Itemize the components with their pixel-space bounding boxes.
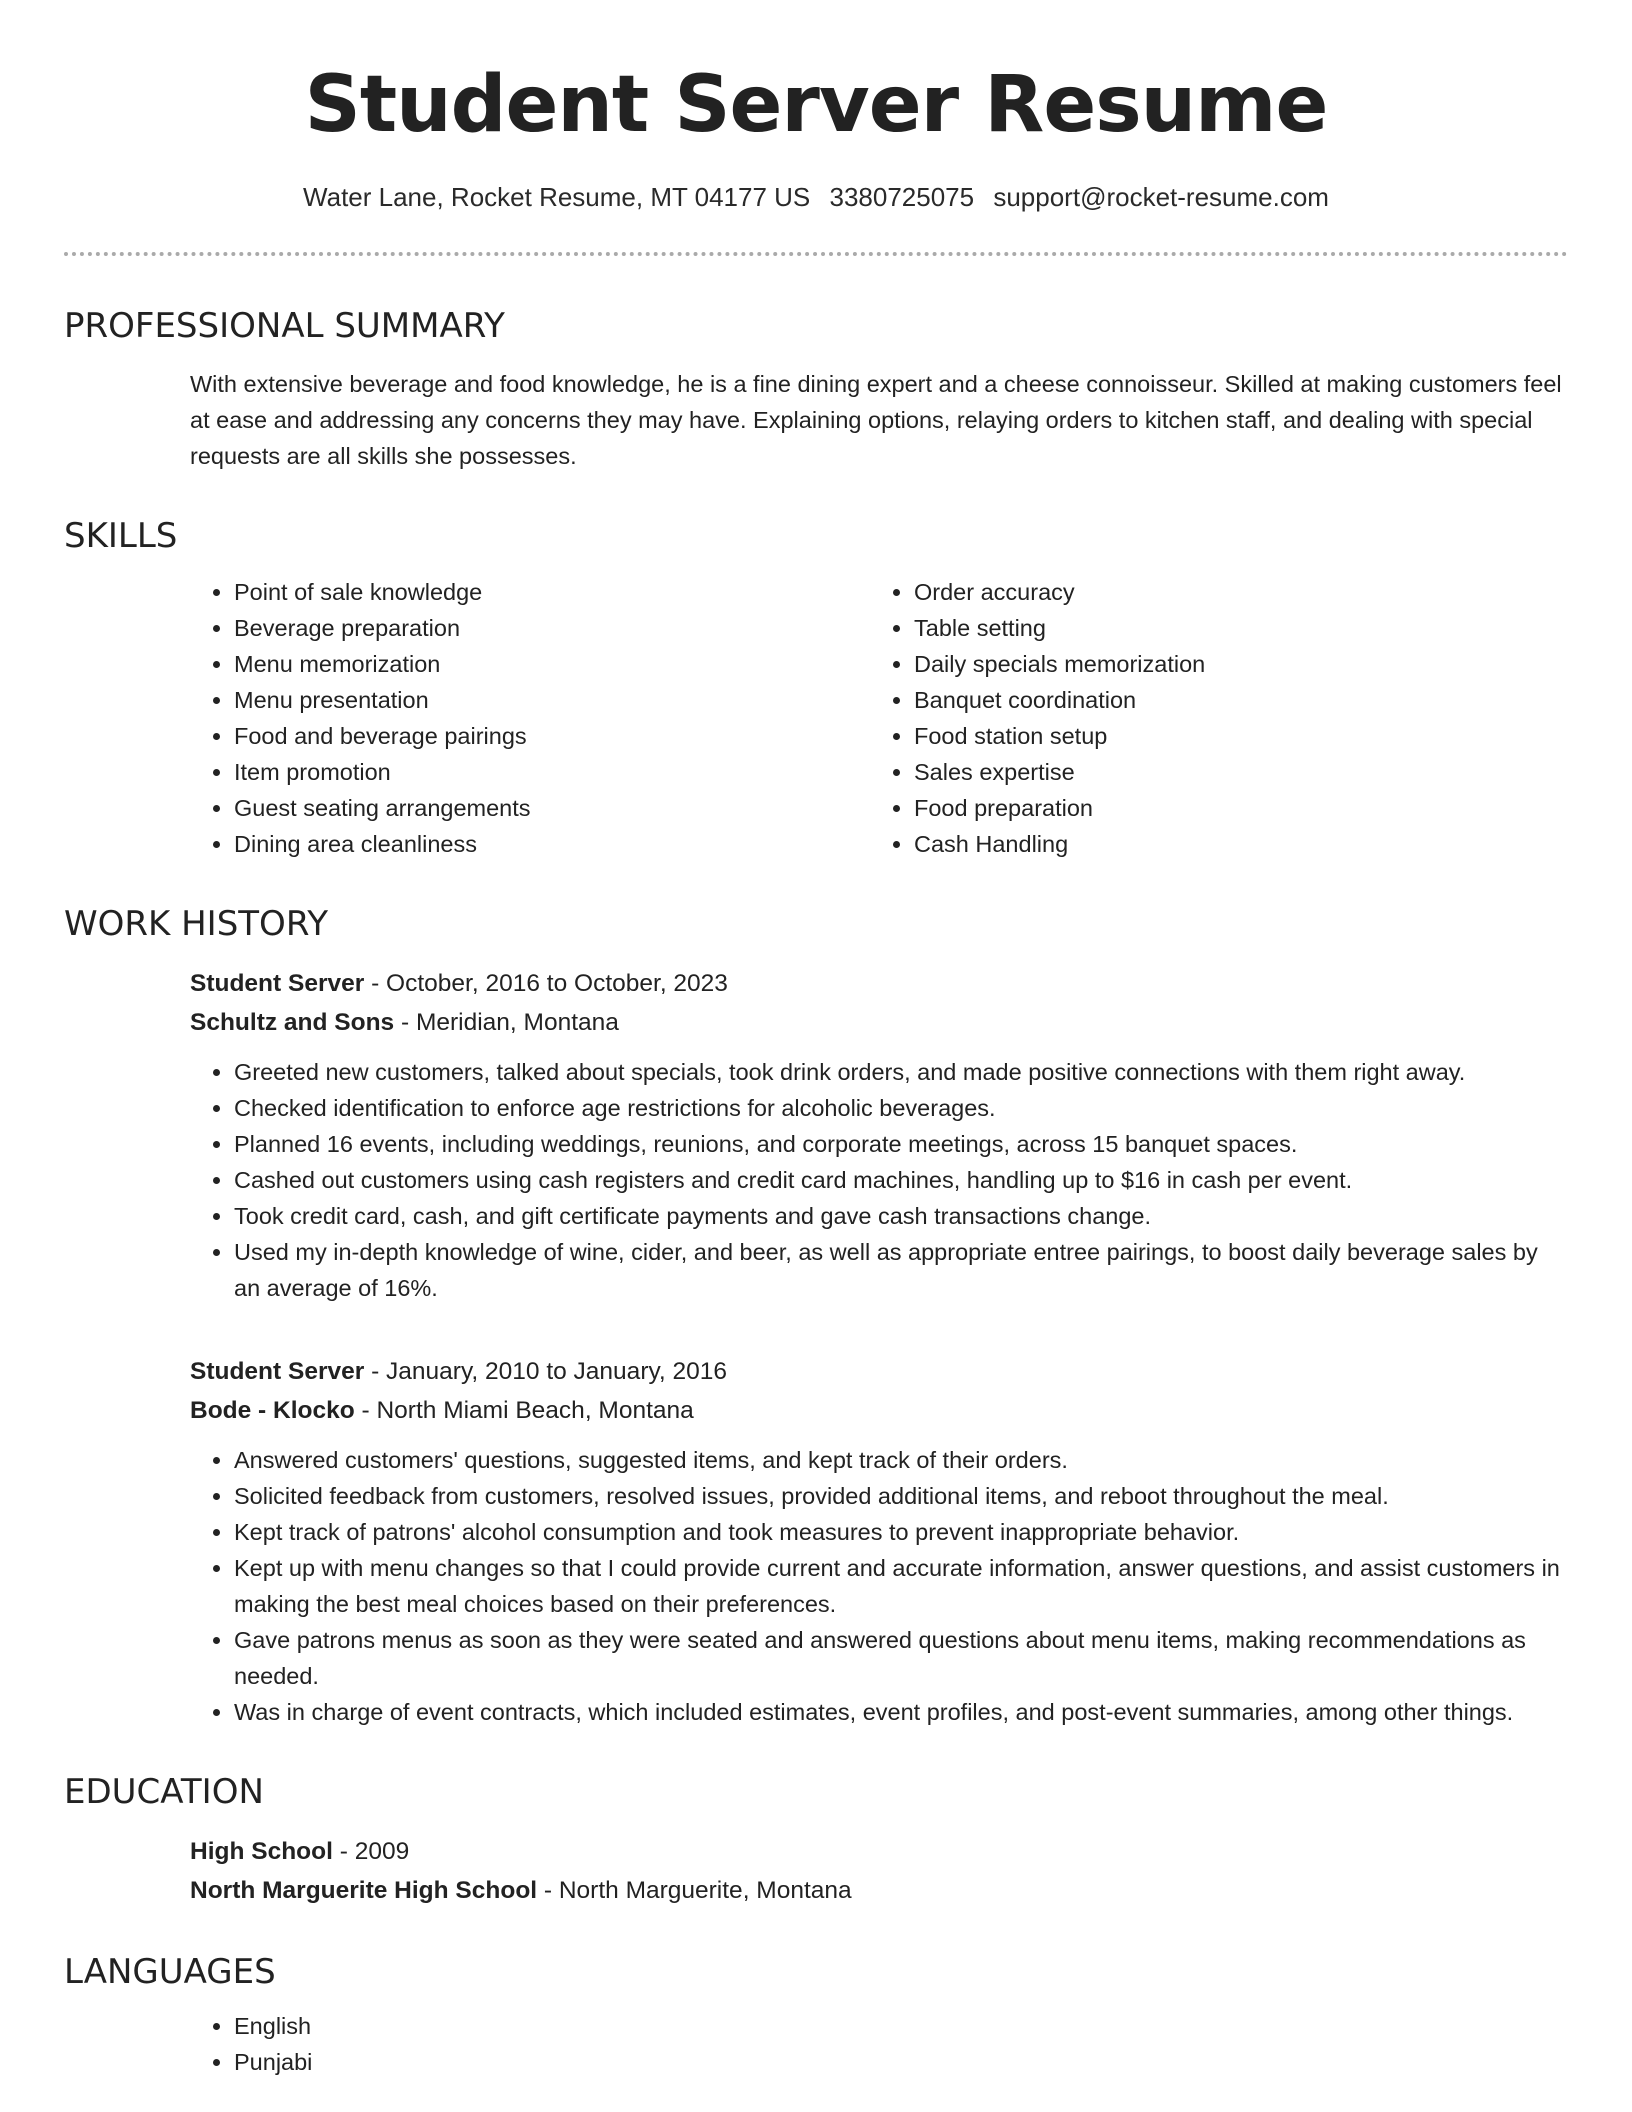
- job-bullet: • Greeted new customers, talked about specials, took drink orders, and made positive connections with them right away.: [234, 1054, 1568, 1090]
- skill-item: • Table setting: [914, 610, 1550, 646]
- skills-columns: [190, 574, 1568, 862]
- language-item: • Punjabi: [234, 2044, 1568, 2080]
- job-dates: - January, 2010 to January, 2016: [364, 1358, 728, 1385]
- job-role: Student Server: [190, 970, 365, 997]
- education-location: - North Marguerite, Montana: [537, 1877, 852, 1904]
- job-title-line: [190, 1352, 1568, 1391]
- skill-item: • Banquet coordination: [914, 682, 1550, 718]
- contact-address: Water Lane, Rocket Resume, MT 04177 US: [303, 182, 811, 212]
- job-bullet: • Was in charge of event contracts, which included estimates, event profiles, and post-event summaries, among other things.: [234, 1694, 1568, 1730]
- skills-heading: SKILLS: [64, 516, 178, 556]
- summary-heading: PROFESSIONAL SUMMARY: [64, 306, 505, 346]
- skills-body: [64, 574, 1568, 862]
- education-year: - 2009: [332, 1838, 410, 1865]
- education-school-line: [190, 1871, 1568, 1910]
- contact-email: support@rocket-resume.com: [993, 182, 1329, 212]
- skill-item: • Guest seating arrangements: [234, 790, 870, 826]
- job-role: Student Server: [190, 1358, 365, 1385]
- job-bullets: [190, 1054, 1568, 1306]
- job-title-line: [190, 964, 1568, 1003]
- education-degree: High School: [190, 1838, 333, 1865]
- job-entry: [190, 1352, 1568, 1730]
- job-bullet: • Used my in-depth knowledge of wine, cider, and beer, as well as appropriate entree pairings, to boost daily beverage sales by an average of 16%.: [234, 1234, 1568, 1306]
- skill-item: • Menu memorization: [234, 646, 870, 682]
- language-item: • English: [234, 2008, 1568, 2044]
- job-bullet: • Kept up with menu changes so that I could provide current and accurate information, answer questions, and assist customers in making the best meal choices based on their preferences.: [234, 1550, 1568, 1622]
- skill-item: • Food and beverage pairings: [234, 718, 870, 754]
- job-company: Bode - Klocko: [190, 1397, 355, 1424]
- languages-list: [190, 2008, 1568, 2080]
- job-location: - North Miami Beach, Montana: [354, 1397, 694, 1424]
- job-entry: [190, 964, 1568, 1306]
- skills-column-left: [190, 574, 870, 862]
- job-bullet: • Took credit card, cash, and gift certificate payments and gave cash transactions change.: [234, 1198, 1568, 1234]
- skills-list-right: [870, 574, 1550, 862]
- skill-item: • Dining area cleanliness: [234, 826, 870, 862]
- contact-phone: 3380725075: [829, 182, 975, 212]
- skill-item: • Beverage preparation: [234, 610, 870, 646]
- job-company-line: [190, 1003, 1568, 1042]
- work-body: [64, 964, 1568, 1730]
- skill-item: • Food preparation: [914, 790, 1550, 826]
- job-location: - Meridian, Montana: [394, 1009, 619, 1036]
- job-bullet: • Cashed out customers using cash registers and credit card machines, handling up to $16 in cash per event.: [234, 1162, 1568, 1198]
- languages-section: [64, 1950, 1568, 2080]
- job-bullet: • Checked identification to enforce age restrictions for alcoholic beverages.: [234, 1090, 1568, 1126]
- job-dates: - October, 2016 to October, 2023: [364, 970, 728, 997]
- skill-item: • Order accuracy: [914, 574, 1550, 610]
- languages-heading: LANGUAGES: [64, 1952, 276, 1992]
- skills-section: [64, 514, 1568, 862]
- contact-line: [64, 180, 1568, 214]
- job-bullet: • Planned 16 events, including weddings, reunions, and corporate meetings, across 15 banquet spaces.: [234, 1126, 1568, 1162]
- job-bullet: • Answered customers' questions, suggested items, and kept track of their orders.: [234, 1442, 1568, 1478]
- education-heading: EDUCATION: [64, 1772, 264, 1812]
- skills-column-right: [870, 574, 1550, 862]
- job-bullet: • Gave patrons menus as soon as they were seated and answered questions about menu items, making recommendations as needed.: [234, 1622, 1568, 1694]
- work-section: [64, 902, 1568, 1730]
- job-bullets: [190, 1442, 1568, 1730]
- job-company-line: [190, 1391, 1568, 1430]
- header-divider: [64, 252, 1568, 256]
- job-bullet: • Solicited feedback from customers, resolved issues, provided additional items, and reboot throughout the meal.: [234, 1478, 1568, 1514]
- skill-item: • Daily specials memorization: [914, 646, 1550, 682]
- skill-item: • Cash Handling: [914, 826, 1550, 862]
- skill-item: • Food station setup: [914, 718, 1550, 754]
- work-heading: WORK HISTORY: [64, 904, 329, 944]
- skills-list-left: [190, 574, 870, 862]
- page-title: Student Server Resume: [304, 60, 1328, 150]
- languages-body: [64, 2008, 1568, 2080]
- skill-item: • Menu presentation: [234, 682, 870, 718]
- skill-item: • Item promotion: [234, 754, 870, 790]
- education-body: [64, 1832, 1568, 1910]
- job-company: Schultz and Sons: [190, 1009, 395, 1036]
- education-school: North Marguerite High School: [190, 1877, 538, 1904]
- education-degree-line: [190, 1832, 1568, 1871]
- skill-item: • Sales expertise: [914, 754, 1550, 790]
- summary-section: [64, 304, 1568, 474]
- education-section: [64, 1770, 1568, 1910]
- summary-text: With extensive beverage and food knowledge, he is a fine dining expert and a cheese connoisseur. Skilled at making customers feel at ease and addressing any concerns they may have. Explaining options, relaying orders to kitchen staff, and dealing with special requests are all skills she possesses.: [190, 371, 1562, 469]
- skill-item: • Point of sale knowledge: [234, 574, 870, 610]
- job-bullet: • Kept track of patrons' alcohol consumption and took measures to prevent inappropriate behavior.: [234, 1514, 1568, 1550]
